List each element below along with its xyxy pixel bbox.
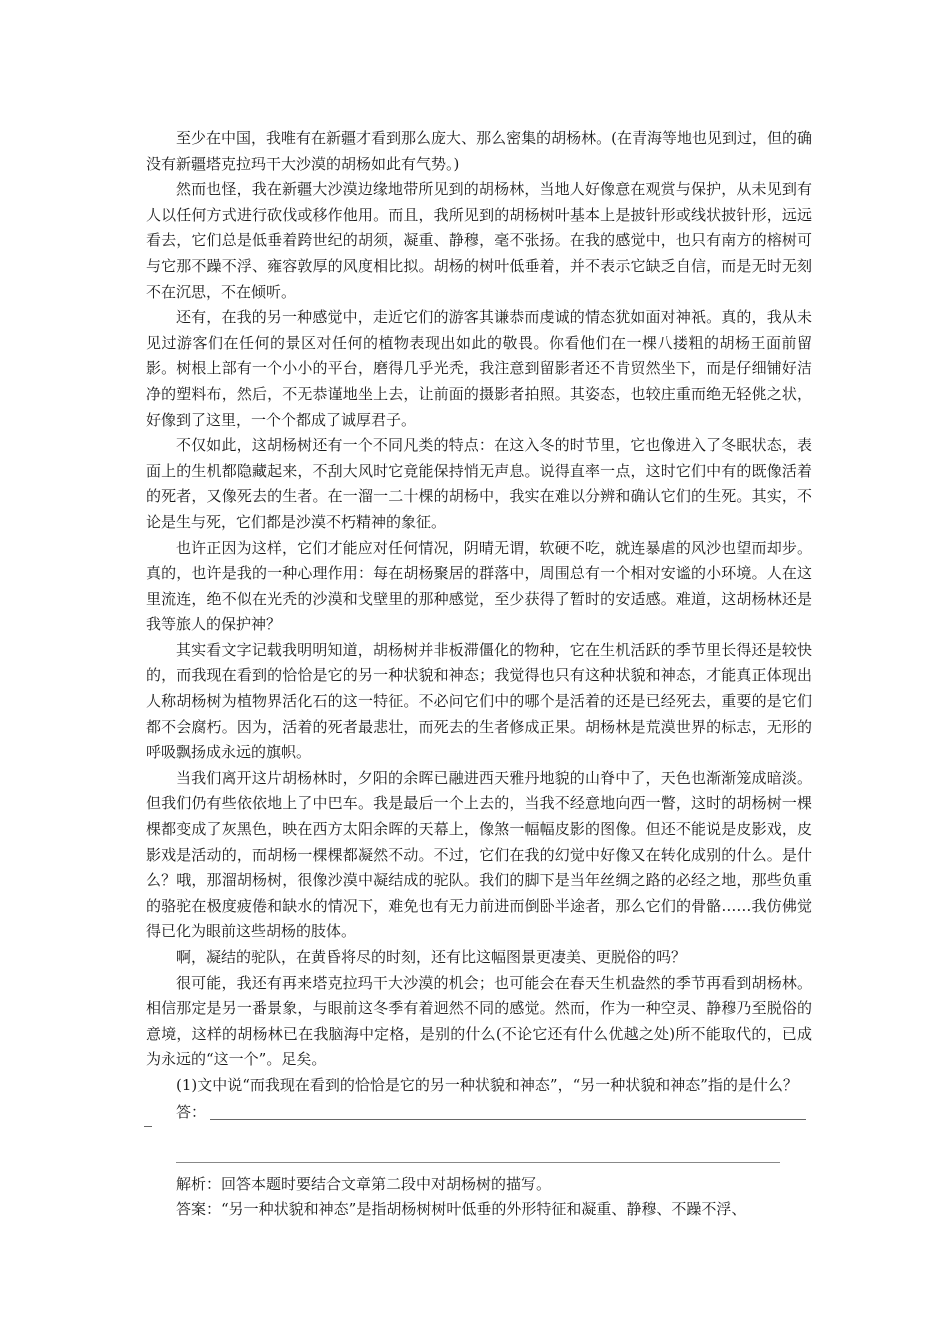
answer-blank-line[interactable] — [210, 1119, 806, 1120]
paragraph-6: 其实看文字记载我明明知道，胡杨树并非板滞僵化的物种，它在生机活跃的季节里长得还是较快的，而我现在看到的恰恰是它的另一种状貌和神态；我觉得也只有这种状貌和神态，才能真正体现出人称胡杨树为植物界活化石的这一特征。不必问它们中的哪个是活着的还是已经死去，重要的是它们都不会腐朽。因为，活着的死者最悲壮，而死去的生者修成正果。胡杨林是荒漠世界的标志，无形的呼吸飘扬成永远的旗帜。 — [146, 640, 812, 762]
answer-blank-line-2[interactable] — [176, 1162, 780, 1163]
paragraph-9: 很可能，我还有再来塔克拉玛干大沙漠的机会；也可能会在春天生机盎然的季节再看到胡杨林。相信那定是另一番景象，与眼前这冬季有着迥然不同的感觉。然而，作为一种空灵、静穆乃至脱俗的意境，这样的胡杨林已在我脑海中定格，是别的什么(不论它还有什么优越之处)所不能取代的，已成为永远的“这一个”。足矣。 — [146, 973, 812, 1069]
paragraph-8: 啊，凝结的驼队，在黄昏将尽的时刻，还有比这幅图景更凄美、更脱俗的吗？ — [176, 948, 687, 966]
question-1: (1)文中说“而我现在看到的恰恰是它的另一种状貌和神态”，“另一种状貌和神态”指的是什么？ — [176, 1075, 798, 1094]
paragraph-5: 也许正因为这样，它们才能应对任何情况，阴晴无谓，软硬不吃，就连暴虐的风沙也望而却步。真的，也许是我的一种心理作用：每在胡杨聚居的群落中，周围总有一个相对安谧的小环境。人在这里流连，绝不似在光秃的沙漠和戈壁里的那种感觉，至少获得了暂时的安适感。难道，这胡杨林还是我等旅人的保护神？ — [146, 538, 812, 634]
paragraph-3: 还有，在我的另一种感觉中，走近它们的游客其谦恭而虔诚的情态犹如面对神祇。真的，我从未见过游客们在任何的景区对任何的植物表现出如此的敬畏。你看他们在一棵八搂粗的胡杨王面前留影。树根上部有一个小小的平台，磨得几乎光秃，我注意到留影者还不肯贸然坐下，而是仔细铺好洁净的塑料布，然后，不无恭谨地坐上去，让前面的摄影者拍照。其姿态，也较庄重而绝无轻佻之状，好像到了这里，一个个都成了诚厚君子。 — [146, 308, 812, 429]
answer-row — [146, 1100, 812, 1126]
analysis-text: 解析：回答本题时要结合文章第二段中对胡杨树的描写。 — [176, 1174, 552, 1193]
paragraph-2: 然而也怪，我在新疆大沙漠边缘地带所见到的胡杨林，当地人好像意在观赏与保护，从未见到有人以任何方式进行砍伐或移作他用。而且，我所见到的胡杨树叶基本上是披针形或线状披针形，远远看去，它们总是低垂着跨世纪的胡须，凝重、静穆，毫不张扬。在我的感觉中，也只有南方的榕树可与它那不躁不浮、雍容敦厚的风度相比拟。胡杨的树叶低垂着，并不表示它缺乏自信，而是无时无刻不在沉思，不在倾听。 — [146, 180, 812, 301]
document-body — [146, 126, 812, 1223]
paragraph-1: 至少在中国，我唯有在新疆才看到那么庞大、那么密集的胡杨林。(在青海等地也见到过，但的确没有新疆塔克拉玛干大沙漠的胡杨如此有气势。) — [146, 129, 812, 173]
paragraph-7: 当我们离开这片胡杨林时，夕阳的余晖已融进西天雅丹地貌的山脊中了，天色也渐渐笼成暗淡。但我们仍有些依依地上了中巴车。我是最后一个上去的，当我不经意地向西一瞥，这时的胡杨树一棵棵都变成了灰黑色，映在西方太阳余晖的天幕上，像煞一幅幅皮影的图像。但还不能说是皮影戏，皮影戏是活动的，而胡杨一棵棵都凝然不动。不过，它们在我的幻觉中好像又在转化成别的什么。是什么？哦，那溜胡杨树，很像沙漠中凝结成的驼队。我们的脚下是当年丝绸之路的必经之地，那些负重的骆驼在极度疲倦和缺水的情况下，难免也有无力前进而倒卧半途者，那么它们的骨骼……我仿佛觉得已化为眼前这些胡杨的肢体。 — [146, 768, 812, 941]
paragraph-4: 不仅如此，这胡杨树还有一个不同凡类的特点：在这入冬的时节里，它也像进入了冬眠状态，表面上的生机都隐藏起来，不刮大风时它竟能保持悄无声息。说得直率一点，这时它们中有的既像活着的死者，又像死去的生者。在一溜一二十棵的胡杨中，我实在难以分辨和确认它们的生死。其实，不论是生与死，它们都是沙漠不朽精神的象征。 — [146, 436, 812, 531]
answer-label: 答： — [176, 1102, 207, 1121]
answer-blank-area — [146, 1126, 812, 1172]
answer-text: 答案：“另一种状貌和神态”是指胡杨树树叶低垂的外形特征和凝重、静穆、不躁不浮、 — [176, 1200, 747, 1219]
